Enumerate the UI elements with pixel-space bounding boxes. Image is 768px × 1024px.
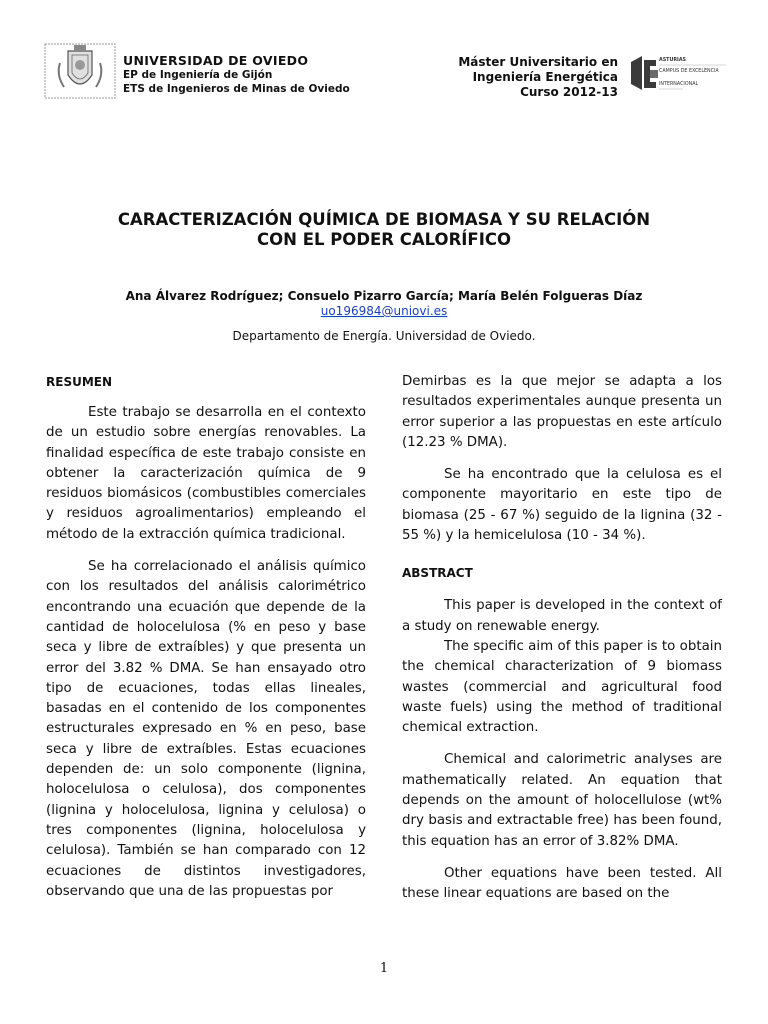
header-program (400, 55, 618, 100)
abstract-paragraph-1: This paper is developed in the context of a study on renewable energy. (402, 598, 722, 634)
resumen-paragraph-2: Se ha correlacionado el análisis químico con los resultados del análisis calorimétrico encontrando una ecuación que depende de la cantidad de holocelulosa (% en peso y base seca y libre de extraíbles) y que presenta un error del 3.82 % DMA. Se han ensayado otro tipo de ecuaciones, todas ellas lineales, basadas en el contenido de los componentes estructurales expresado en % en peso, base seca y libre de extraíbles. Estas ecuaciones dependen de: un solo componente (lignina, holocelulosa o celulosa), dos componentes (lignina y holocelulosa, lignina y celulosa) o tres componentes (lignina, holocelulosa y celulosa). También se han comparado con 12 ecuaciones de distintos investigadores, observando que una de las propuestas por (46, 559, 366, 899)
authors: Ana Álvarez Rodríguez; Consuelo Pizarro García; María Belén Folgueras Díaz (125, 289, 643, 303)
school-oviedo: ETS de Ingenieros de Minas de Oviedo (123, 83, 350, 95)
abstract-heading: ABSTRACT (402, 566, 473, 581)
campus-logo-text-3: INTERNACIONAL (659, 82, 699, 87)
right-column (402, 372, 722, 917)
campus-logo-text-2: CAMPUS DE EXCELENCIA (659, 69, 719, 74)
campus-logo-text-1: ASTURIAS (659, 58, 686, 63)
page-number: 1 (379, 961, 389, 976)
title-line-2: CON EL PODER CALORÍFICO (257, 230, 511, 249)
paper-title (40, 210, 728, 250)
abstract-paragraph-4: Other equations have been tested. All these linear equations are based on the (402, 865, 722, 902)
abstract-paragraph-3: Chemical and calorimetric analyses are mathematically related. An equation that depends on the amount of holocellulose (wt% dry basis and extractable free) has been found, this equation has an error of 3.82% DMA. (402, 752, 722, 849)
header-institution (123, 54, 350, 96)
program-line-1: Máster Universitario en (458, 55, 618, 69)
abstract-paragraph-2: The specific aim of this paper is to obtain the chemical characterization of 9 biomass wastes (commercial and agricultural food waste fuels) using the method of traditional chemical extraction. (402, 638, 722, 736)
title-line-1: CARACTERIZACIÓN QUÍMICA DE BIOMASA Y SU RELACIÓN (117, 210, 651, 229)
university-name: UNIVERSIDAD DE OVIEDO (123, 53, 309, 68)
resumen-heading: RESUMEN (46, 375, 113, 389)
school-gijon: EP de Ingeniería de Gijón (123, 69, 273, 81)
resumen-paragraph-3: Demirbas es la que mejor se adapta a los resultados experimentales aunque presenta un error superior a las propuestas en este artículo (12.23 % DMA). (402, 374, 722, 450)
email-link[interactable]: uo196984@uniovi.es (320, 304, 448, 318)
department: Departamento de Energía. Universidad de Oviedo. (232, 329, 536, 343)
program-line-2: Ingeniería Energética (472, 70, 618, 84)
left-column (46, 375, 366, 914)
author-email (40, 304, 728, 318)
resumen-paragraph-4: Se ha encontrado que la celulosa es el componente mayoritario en este tipo de biomasa (25 - 67 %) seguido de la lignina (32 - 55 %) y la hemicelulosa (10 - 34 %). (402, 467, 722, 544)
university-crest-logo (44, 43, 116, 99)
campus-excelencia-logo (628, 52, 728, 98)
resumen-paragraph-1: Este trabajo se desarrolla en el contexto de un estudio sobre energías renovables. La finalidad específica de este trabajo consiste en obtener la caracterización química de 9 residuos biomásicos (combustibles comerciales y residuos agroalimentarios) empleando el método de la extracción química tradicional. (46, 405, 366, 542)
program-line-3: Curso 2012-13 (520, 85, 618, 99)
